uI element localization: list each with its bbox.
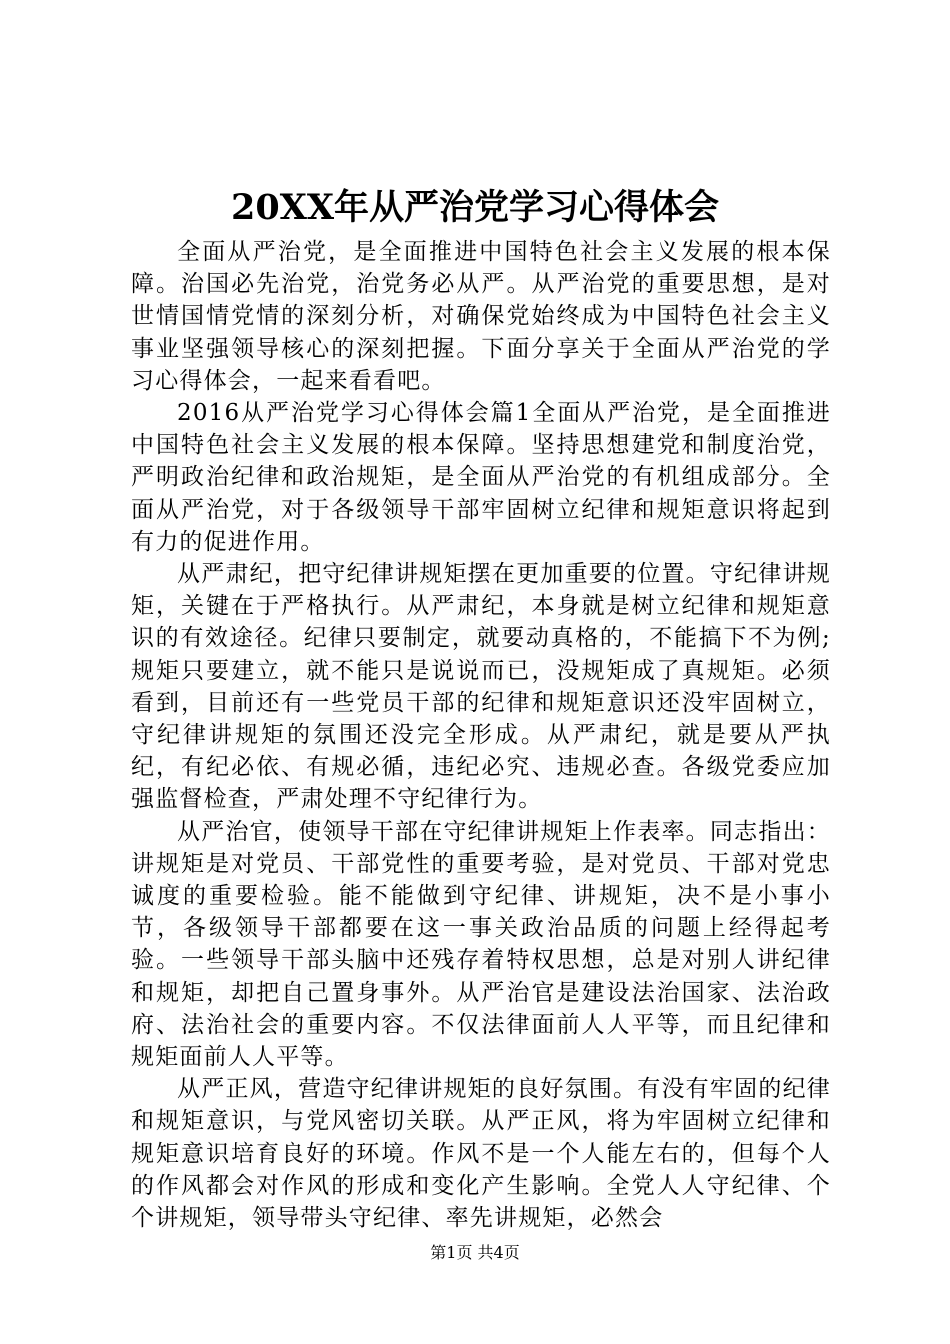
paragraph-style: 从严正风，营造守纪律讲规矩的良好氛围。有没有牢固的纪律和规矩意识，与党风密切关联。从严正风，将为牢固树立纪律和规矩意识培育良好的环境。作风不是一个人能左右的，但每个人的作风都会对作风的形成和变化产生影响。全党人人守纪律、个个讲规矩，领导带头守纪律、率先讲规矩，必然会 [131, 1076, 831, 1232]
paragraph-officials: 从严治官，使领导干部在守纪律讲规矩上作表率。同志指出：讲规矩是对党员、干部党性的重要考验，是对党员、干部对党忠诚度的重要检验。能不能做到守纪律、讲规矩，决不是小事小节，各级领导干部都要在这一事关政治品质的问题上经得起考验。一些领导干部头脑中还残存着特权思想，总是对别人讲纪律和规矩，却把自己置身事外。从严治官是建设法治国家、法治政府、法治社会的重要内容。不仅法律面前人人平等，而且纪律和规矩面前人人平等。 [131, 818, 831, 1071]
paragraph-part-1: 2016从严治党学习心得体会篇1全面从严治党，是全面推进中国特色社会主义发展的根本保障。坚持思想建党和制度治党，严明政治纪律和政治规矩，是全面从严治党的有机组成部分。全面从严治党，对于各级领导干部牢固树立纪律和规矩意识将起到有力的促进作用。 [131, 400, 831, 555]
document-body [131, 236, 831, 1234]
paragraph-intro: 全面从严治党，是全面推进中国特色社会主义发展的根本保障。治国必先治党，治党务必从严。从严治党的重要思想，是对世情国情党情的深刻分析，对确保党始终成为中国特色社会主义事业坚强领导核心的深刻把握。下面分享关于全面从严治党的学习心得体会，一起来看看吧。 [131, 239, 831, 394]
paragraph-discipline: 从严肃纪，把守纪律讲规矩摆在更加重要的位置。守纪律讲规矩，关键在于严格执行。从严肃纪，本身就是树立纪律和规矩意识的有效途径。纪律只要制定，就要动真格的，不能搞下不为例;规矩只要建立，就不能只是说说而已，没规矩成了真规矩。必须看到，目前还有一些党员干部的纪律和规矩意识还没牢固树立，守纪律讲规矩的氛围还没完全形成。从严肃纪，就是要从严执纪，有纪必依、有规必循，违纪必究、违规必查。各级党委应加强监督检查，严肃处理不守纪律行为。 [131, 561, 831, 813]
document-title: 20XX年从严治党学习心得体会 [230, 187, 720, 228]
page-number-footer: 第1页 共4页 [430, 1243, 520, 1262]
